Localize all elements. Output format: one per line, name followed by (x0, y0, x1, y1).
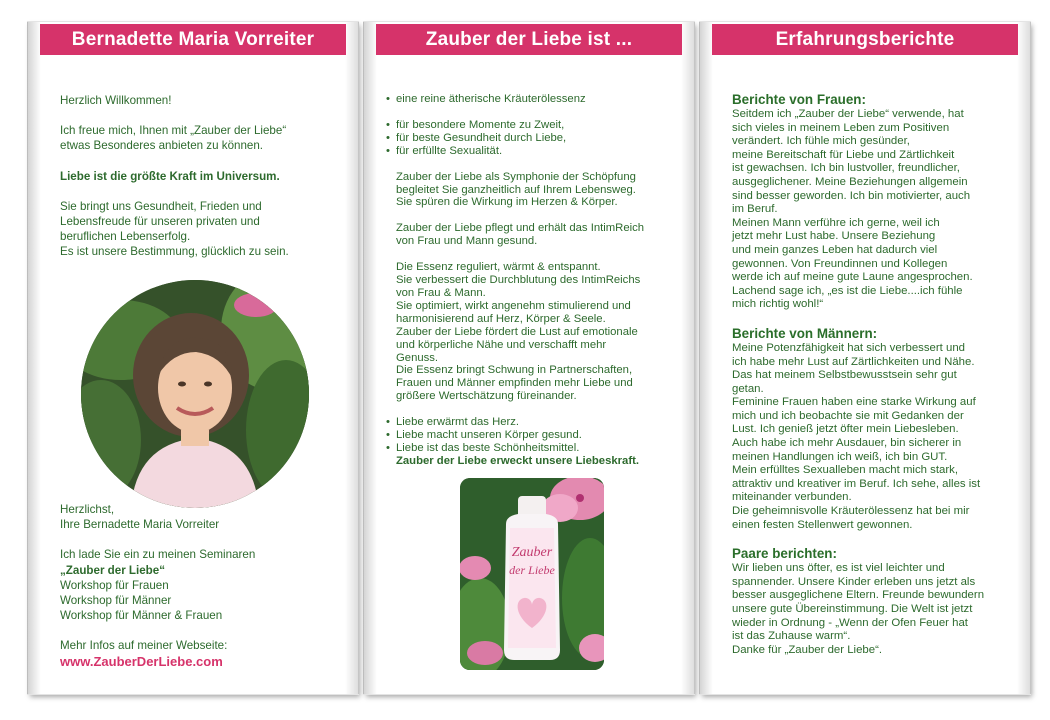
workshop-item: Workshop für Frauen (60, 578, 169, 592)
text-line: meine Bereitschaft für Liebe und Zärtlichkeit (732, 148, 955, 161)
text-line: Sie optimiert, wirkt angenehm stimulierend und (396, 299, 631, 312)
text-line: Wir lieben uns öfter, es ist viel leichter und (732, 562, 945, 575)
text-line: und körperliche Nähe und verschafft mehr (396, 338, 607, 351)
para-line-4: Es ist unsere Bestimmung, glücklich zu sein. (60, 245, 289, 259)
text-line: begleitet Sie ganzheitlich auf Ihrem Lebensweg. (396, 183, 636, 196)
text-line: Genuss. (396, 351, 439, 364)
text-line: Sie verbessert die Durchblutung des IntimReichs (396, 274, 641, 287)
text-line: Danke für „Zauber der Liebe“. (732, 643, 883, 656)
text-line: Sie spüren die Wirkung im Herzen & Körper. (396, 196, 618, 209)
text-line: Meinen Mann verführe ich gerne, weil ich (732, 216, 940, 229)
more-info-text: Mehr Infos auf meiner Webseite: (60, 639, 228, 653)
about-intro (60, 93, 340, 260)
bullet-item: • für beste Gesundheit durch Liebe, (386, 132, 686, 145)
text-line: und mein ganzes Leben hat dadurch viel (732, 243, 938, 256)
text-line: Meine Potenzfähigkeit hat sich verbessert und (732, 341, 966, 354)
text-line: verändert. Ich fühle mich gesünder, (732, 135, 910, 148)
text-line: Seitdem ich „Zauber der Liebe“ verwende, hat (732, 108, 964, 120)
text-line: einen festen Stellenwert gewonnen. (732, 518, 913, 531)
text-line: Zauber der Liebe als Symphonie der Schöpfung (396, 170, 636, 183)
text-line: Zauber der Liebe pflegt und erhält das IntimReich (396, 222, 645, 235)
women-section-title: Berichte von Frauen: (732, 92, 866, 107)
bullet-item: • Liebe ist das beste Schönheitsmittel. (386, 442, 686, 455)
testimonials-content (732, 92, 1022, 657)
text-line: größere Wertschätzung füreinander. (396, 390, 577, 403)
text-line: Die geheimnisvolle Kräuterölessenz hat bei mir (732, 505, 970, 518)
seminar-intro: Ich lade Sie ein zu meinen Seminaren (60, 548, 256, 562)
text-line: jetzt mehr Lust habe. Unsere Beziehung (732, 230, 936, 243)
text-line: besser ausgeglichene Eltern. Freunde bewundern (732, 589, 985, 602)
text-line: Zauber der Liebe fördert die Lust auf emotionale (396, 325, 638, 338)
text-line: Das hat meinem Selbstbewusstsein sehr gut (732, 369, 957, 382)
couples-section (732, 562, 1022, 657)
text-line: gewonnen. Von Freundinnen und Kollegen (732, 257, 948, 270)
text-line: miteinander verbunden. (732, 491, 852, 504)
para-line-3: beruflichen Lebenserfolg. (60, 230, 191, 244)
para-line-1: Sie bringt uns Gesundheit, Frieden und (60, 199, 262, 213)
text-line: werde ich auf meine gute Laune angesprochen. (732, 271, 973, 284)
text-line: Auch habe ich mehr Ausdauer, bin sicherer in (732, 437, 962, 450)
text-line: mich und ich beobachte sie mit Gedanken der (732, 409, 964, 422)
couples-section-title: Paare berichten: (732, 546, 837, 562)
panel-about (28, 22, 358, 694)
welcome-text: Herzlich Willkommen! (60, 94, 172, 107)
text-line: Mein erfülltes Sexualleben macht mich stark, (732, 464, 959, 477)
text-line: ist gewachsen. Ich bin lustvoller, freundlicher, (732, 162, 960, 175)
panel-header-testimonials: Erfahrungsberichte (712, 24, 1018, 55)
text-line: wieder in Ordnung - „Wenn der Ofen Feuer hat (732, 616, 968, 629)
panel-testimonials (700, 22, 1030, 694)
intro-line-1: Ich freue mich, Ihnen mit „Zauber der Liebe“ (60, 124, 287, 138)
about-closing (60, 502, 340, 669)
product-bottle-illustration (460, 478, 604, 670)
text-line: von Frau & Mann. (396, 286, 486, 299)
panel-product (364, 22, 694, 694)
text-line: Lachend sage ich, „es ist die Liebe....ich fühle (732, 284, 963, 297)
text-line: Feminine Frauen haben eine starke Wirkung auf (732, 396, 976, 409)
panel-header-product: Zauber der Liebe ist ... (376, 24, 682, 55)
bullet-item: • Liebe erwärmt das Herz. (386, 416, 686, 429)
text-line: attraktiv und kreativer im Beruf. Ich sehe, alles ist (732, 477, 981, 490)
portrait-photo (81, 280, 309, 508)
text-line: unsere gute Übereinstimmung. Die Welt ist jetzt (732, 603, 973, 615)
text-line: sind besser geworden. Ich bin motivierter, auch (732, 189, 971, 202)
text-line: meinen Handlungen ich weiß, ich bin GUT. (732, 450, 948, 463)
signature-text: Ihre Bernadette Maria Vorreiter (60, 518, 220, 532)
text-line: ausgeglichener. Meine Beziehungen allgemein (732, 175, 968, 188)
panel-header-about: Bernadette Maria Vorreiter (40, 24, 346, 55)
bottle-label-1: Zauber (511, 545, 553, 560)
website-link[interactable]: www.ZauberDerLiebe.com (60, 653, 223, 669)
para-line-2: Lebensfreude für unseren privaten und (60, 215, 260, 229)
text-line: ich habe mehr Lust auf Zärtlichkeiten und Nähe. (732, 355, 975, 368)
workshop-item: Workshop für Männer (60, 594, 172, 608)
text-line: mich richtig wohl!“ (732, 298, 824, 311)
product-photo (460, 478, 604, 670)
text-line: Die Essenz reguliert, wärmt & entspannt. (396, 261, 601, 274)
bullet-item: • Liebe macht unseren Körper gesund. (386, 429, 686, 442)
portrait-illustration (81, 280, 309, 508)
bullet-item: • eine reine ätherische Kräuterölessenz (386, 93, 686, 106)
regards-text: Herzlichst, (60, 503, 115, 516)
text-line: Frauen und Männer empfinden mehr Liebe und (396, 377, 633, 390)
women-section (732, 108, 1022, 312)
text-line: spannender. Unsere Kinder erleben uns jetzt als (732, 575, 976, 588)
bottle-label-2: der Liebe (509, 563, 555, 577)
men-section-title: Berichte von Männern: (732, 325, 878, 341)
motto-text: Liebe ist die größte Kraft im Universum. (60, 169, 280, 183)
text-line: getan. (732, 382, 764, 395)
closing-statement: Zauber der Liebe erweckt unsere Liebeskraft. (396, 454, 639, 467)
text-line: Lust. Ich genieß jetzt öfter mein Liebesleben. (732, 423, 959, 436)
intro-line-2: etwas Besonderes anbieten zu können. (60, 139, 264, 153)
text-line: von Frau und Mann gesund. (396, 235, 538, 248)
text-line: Die Essenz bringt Schwung in Partnerschaften, (396, 364, 633, 377)
text-line: harmonisierend auf Herz, Körper & Seele. (396, 312, 606, 325)
bullet-item: • für erfüllte Sexualität. (386, 145, 686, 158)
seminar-title: „Zauber der Liebe“ (60, 563, 166, 577)
bullet-item: • für besondere Momente zu Zweit, (386, 119, 686, 132)
text-line: sich vieles in meinem Leben zum Positiven (732, 121, 950, 134)
text-line: ist das Zuhause warm“. (732, 630, 851, 643)
product-description (386, 93, 686, 468)
workshop-item: Workshop für Männer & Frauen (60, 609, 223, 623)
men-section (732, 342, 1022, 532)
text-line: im Beruf. (732, 203, 778, 216)
